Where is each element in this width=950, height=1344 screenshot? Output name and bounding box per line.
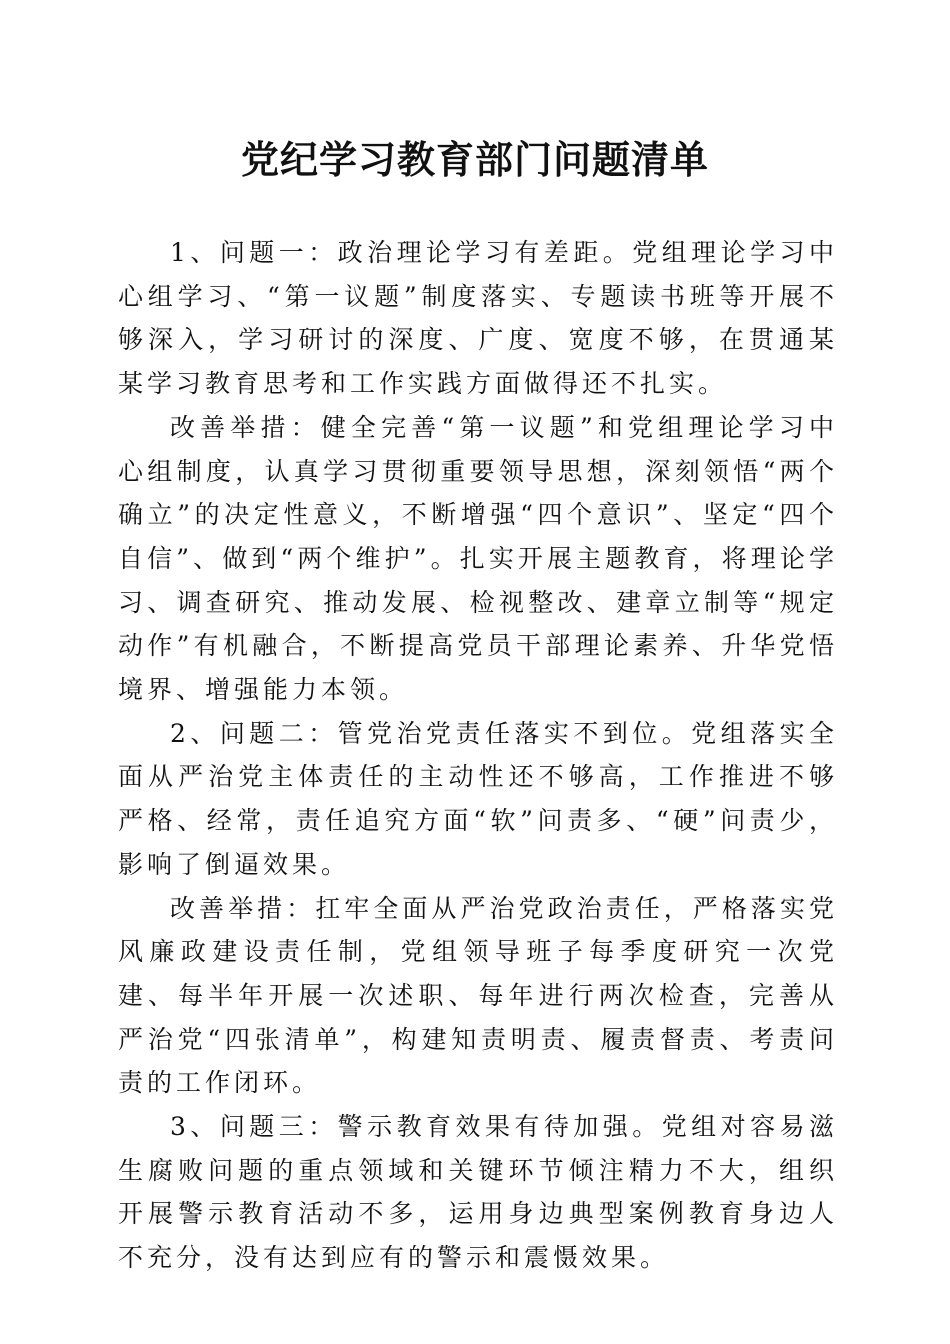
paragraph-problem-3: 3、问题三：警示教育效果有待加强。党组对容易滋生腐败问题的重点领域和关键环节倾注精力不大，组织开展警示教育活动不多，运用身边典型案例教育身边人不充分，没有达到应有的警示和震慑效果。 — [118, 1112, 838, 1273]
paragraph-measure-1: 改善举措：健全完善“第一议题”和党组理论学习中心组制度，认真学习贯彻重要领导思想，深刻领悟“两个确立”的决定性意义，不断增强“四个意识”、坚定“四个自信”、做到“两个维护”。扎实开展主题教育，将理论学习、调查研究、推动发展、检视整改、建章立制等“规定动作”有机融合，不断提高党员干部理论素养、升华党悟境界、增强能力本领。 — [118, 412, 838, 705]
paragraph-measure-2: 改善举措：扛牢全面从严治党政治责任，严格落实党风廉政建设责任制，党组领导班子每季度研究一次党建、每半年开展一次述职、每年进行两次检查，完善从严治党“四张清单”，构建知责明责、履责督责、考责问责的工作闭环。 — [118, 893, 838, 1098]
paragraph-problem-2: 2、问题二：管党治党责任落实不到位。党组落实全面从严治党主体责任的主动性还不够高，工作推进不够严格、经常，责任追究方面“软”问责多、“硬”问责少，影响了倒逼效果。 — [118, 718, 838, 879]
document-body — [118, 231, 838, 1280]
document-title: 党纪学习教育部门问题清单 — [240, 137, 709, 182]
paragraph-problem-1: 1、问题一：政治理论学习有差距。党组理论学习中心组学习、“第一议题”制度落实、专题读书班等开展不够深入，学习研讨的深度、广度、宽度不够，在贯通某某学习教育思考和工作实践方面做得还不扎实。 — [118, 238, 838, 399]
